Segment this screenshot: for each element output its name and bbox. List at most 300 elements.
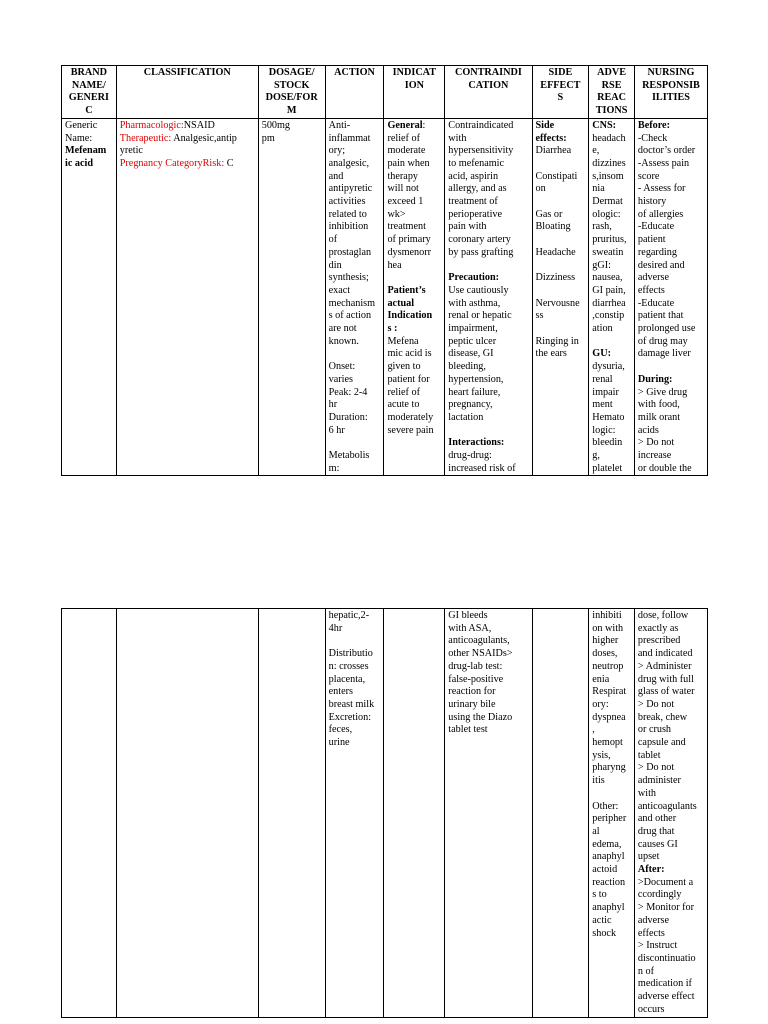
text-line: DOSAGE/	[268, 67, 315, 78]
text-line: inhibition	[328, 221, 369, 233]
text-line: ccordingly	[637, 889, 682, 901]
text-line: Constipati	[535, 170, 578, 182]
text-line	[536, 260, 586, 273]
text-line: ysis,	[592, 749, 611, 761]
text-line: STOCK	[273, 79, 310, 91]
text-line: dysuria,	[592, 361, 625, 373]
text-line: with food,	[637, 399, 680, 411]
text-line: Use cautiously	[448, 284, 509, 296]
text-line: causes GI	[637, 838, 678, 850]
text-line: > Do not	[637, 762, 675, 774]
text-line: hemopt	[592, 737, 623, 749]
general-label: General	[387, 119, 423, 131]
text-line: Bloating	[535, 221, 571, 233]
header-indication	[384, 66, 445, 119]
indication-cell-cont	[384, 609, 445, 1018]
pregnancy-label: Pregnancy CategoryRisk:	[119, 157, 225, 169]
text-line: acid, aspirin	[448, 170, 499, 182]
text-line: allergy, and as	[448, 183, 507, 195]
text-line: relief of	[387, 132, 420, 144]
header-adverse-reactions	[589, 66, 635, 119]
text-line: administer	[637, 775, 681, 787]
text-line: drug with full	[637, 673, 694, 685]
text-line: GENERI	[68, 92, 109, 104]
brand-cell	[62, 118, 117, 476]
text-line: coronary artery	[448, 234, 511, 246]
header-side-effects	[532, 66, 589, 119]
interactions-label: Interactions:	[448, 437, 505, 449]
text-line: Ringing in	[535, 335, 579, 347]
therapeutic-label: Therapeutic:	[119, 132, 172, 144]
text-line: tablet	[637, 749, 661, 761]
side-effects-cell-cont	[532, 609, 589, 1018]
text-line: Respirat	[592, 686, 627, 698]
text-line: NURSING	[647, 67, 695, 78]
text-line: Indication	[387, 310, 433, 322]
text-line: > Instruct	[637, 940, 678, 952]
text-line: shock	[592, 927, 617, 939]
text-line: -Educate	[637, 221, 675, 233]
text-line: other NSAIDs>	[448, 648, 513, 660]
adverse-reactions-cell	[589, 118, 635, 476]
text-line: anticoagulants	[637, 800, 697, 812]
text-line: patient that	[637, 310, 684, 322]
text-line: of drug may	[637, 335, 688, 347]
text-line: to mefenamic	[448, 157, 505, 169]
text-line: urine	[328, 737, 350, 749]
text-line: Distributio	[328, 648, 373, 660]
text-line: analgesic,	[328, 157, 370, 169]
text-line: s of action	[328, 310, 372, 322]
text-line: ,constip	[592, 310, 625, 322]
text-line: lactation	[448, 411, 484, 423]
text-line: wk>	[387, 208, 406, 220]
text-line: GI bleeds	[448, 610, 488, 621]
text-line: itis	[592, 775, 605, 787]
text-line: break, chew	[637, 711, 688, 723]
cns-label: CNS:	[592, 119, 617, 131]
text-line: of	[328, 234, 338, 246]
text-line: higher	[592, 635, 619, 647]
text-line: with asthma,	[448, 297, 501, 309]
text-line: dysmenorr	[387, 246, 432, 258]
text-line: DOSE/FOR	[265, 92, 318, 104]
text-line: ic acid	[65, 157, 94, 169]
text-line: by pass grafting	[448, 246, 514, 258]
text-line: moderate	[387, 145, 426, 157]
text-line: Mefena	[387, 335, 419, 347]
text-line	[592, 788, 631, 801]
header-nursing	[634, 66, 707, 119]
text-line: TIONS	[595, 105, 628, 117]
text-line: - Assess for	[637, 183, 686, 195]
text-line: prolonged use	[637, 323, 696, 335]
text-line: NAME/	[71, 79, 106, 91]
text-line: exceed 1	[387, 196, 424, 208]
text-line: Mefenam	[65, 145, 107, 157]
text-line: peptic ulcer	[448, 335, 497, 347]
text-line: regarding	[637, 246, 677, 258]
text-line: are not	[328, 323, 357, 335]
text-line: and	[328, 170, 344, 182]
text-line: pain with	[448, 221, 487, 233]
text-line: Diarrhea	[535, 145, 572, 157]
text-line	[536, 234, 586, 247]
text-line: treatment of	[448, 196, 498, 208]
nursing-cell	[634, 118, 707, 476]
text-line: mic acid is	[387, 348, 432, 360]
text-line: INDICAT	[392, 67, 437, 78]
text-line: breast milk	[328, 698, 375, 710]
text-line: hypersensitivity	[448, 145, 514, 157]
text-line: n of	[637, 965, 655, 977]
header-contraindication	[445, 66, 532, 119]
text-line: 6 hr	[328, 424, 345, 436]
text-line: EFFECT	[540, 79, 581, 91]
text-line: CONTRAINDI	[455, 67, 522, 78]
text-line: acids	[637, 424, 659, 436]
text-line: platelet	[592, 462, 623, 474]
text-line: will not	[387, 183, 419, 195]
text-line: dizzines	[592, 157, 626, 169]
content-row	[62, 118, 708, 476]
text-line: related to	[328, 208, 367, 220]
text-line: Excretion:	[328, 711, 372, 723]
gu-label: GU:	[592, 348, 611, 360]
header-row	[62, 66, 708, 119]
content-row-continued	[62, 609, 708, 1018]
text-line: > Do not	[637, 437, 675, 449]
text-line: ILITIES	[651, 92, 690, 104]
text-line: > Monitor for	[637, 902, 695, 914]
text-line: CLASSIFICATION	[143, 67, 231, 78]
text-line: medication if	[637, 978, 692, 990]
pharmacologic-label: Pharmacologic:	[119, 119, 184, 131]
text-line: ION	[404, 79, 424, 91]
header-brand	[62, 66, 117, 119]
text-line: e,	[592, 145, 600, 157]
text-line: with	[448, 132, 467, 144]
header-dosage	[258, 66, 325, 119]
text-line: actual	[387, 297, 415, 309]
text-line: RESPONSIB	[642, 79, 700, 91]
text-line: Side	[535, 119, 555, 131]
text-line: s :	[387, 323, 398, 335]
text-line: history	[637, 196, 667, 208]
text-line	[329, 635, 381, 648]
text-line: anaphyl	[592, 851, 625, 863]
text-line: Dizziness	[535, 272, 576, 284]
text-line: capsule and	[637, 737, 686, 749]
text-line: milk orant	[637, 411, 681, 423]
text-line: synthesis;	[328, 272, 369, 284]
text-line: anticoagulants,	[448, 635, 510, 647]
text-line: GI pain,	[592, 284, 626, 296]
text-line	[536, 285, 586, 298]
text-line: perioperative	[448, 208, 503, 220]
text-line	[329, 348, 381, 361]
text-line: REAC	[597, 92, 627, 104]
text-line: impairment,	[448, 323, 498, 335]
text-line: logic:	[592, 424, 616, 436]
text-line: reaction for	[448, 686, 496, 698]
text-line: score	[637, 170, 660, 182]
text-line: -Educate	[637, 297, 675, 309]
text-line: heart failure,	[448, 386, 501, 398]
text-line: acute to	[387, 399, 420, 411]
text-line: false-positive	[448, 673, 504, 685]
text-line: pain when	[387, 157, 430, 169]
after-label: After:	[637, 864, 665, 876]
text-line: n: crosses	[328, 660, 369, 672]
text-line: glass of water	[637, 686, 695, 698]
dosage-cell-cont	[258, 609, 325, 1018]
pharmacologic-value: NSAID	[183, 119, 215, 131]
text-line: 500mg	[261, 119, 291, 131]
text-line: actic	[592, 914, 612, 926]
text-line: enia	[592, 673, 610, 685]
text-line: neutrop	[592, 660, 624, 672]
text-line: >Document a	[637, 876, 694, 888]
text-line: ment	[592, 399, 613, 411]
text-line: impair	[592, 386, 619, 398]
text-line: Gas or	[535, 208, 563, 220]
classification-cell	[116, 118, 258, 476]
text-line: Other:	[592, 800, 619, 812]
side-effects-cell	[532, 118, 589, 476]
action-cell-cont	[325, 609, 384, 1018]
therapeutic-value-cont: yretic	[119, 145, 143, 157]
text-line: headach	[592, 132, 626, 144]
indication-cell	[384, 118, 445, 476]
text-line: drug that	[637, 825, 675, 837]
text-line: on with	[592, 622, 624, 634]
text-line: severe pain	[387, 424, 434, 436]
text-line: -Check	[637, 132, 668, 144]
text-line: bleeding,	[448, 361, 486, 373]
text-line: > Do not	[637, 698, 675, 710]
text-line: Patient’s	[387, 284, 426, 296]
text-line: adverse	[637, 272, 670, 284]
text-line: inflammat	[328, 132, 371, 144]
precaution-label: Precaution:	[448, 272, 500, 284]
text-line: hea	[387, 259, 402, 271]
text-line: known.	[328, 335, 359, 347]
text-line: din	[328, 259, 342, 271]
header-classification	[116, 66, 258, 119]
text-line: adverse effect	[637, 991, 695, 1003]
text-line: ory:	[592, 698, 609, 710]
text-line	[536, 196, 586, 209]
during-label: During:	[637, 373, 673, 385]
header-action	[325, 66, 384, 119]
text-line: adverse	[637, 914, 670, 926]
text-line: diarrhea	[592, 297, 626, 309]
text-line: desired and	[637, 259, 685, 271]
text-line: anaphyl	[592, 902, 625, 914]
text-line: CATION	[468, 79, 509, 91]
text-line: edema,	[592, 838, 622, 850]
text-line: doctor’s order	[637, 145, 696, 157]
text-line: mechanism	[328, 297, 376, 309]
text-line: sweatin	[592, 246, 624, 258]
text-line: BRAND	[70, 67, 107, 78]
text-line: hypertension,	[448, 373, 504, 385]
drug-study-table-page-1	[61, 65, 708, 476]
text-line: S	[557, 92, 564, 104]
text-line: drug-lab test:	[448, 660, 503, 672]
text-line: gGI:	[592, 259, 611, 271]
text-line: doses,	[592, 648, 618, 660]
text-line: ,	[592, 724, 595, 736]
text-line: on	[535, 183, 546, 195]
text-line: hepatic,2-	[328, 610, 370, 621]
text-line: ACTION	[334, 67, 375, 78]
text-line: Name:	[65, 132, 93, 144]
text-line: or crush	[637, 724, 672, 736]
before-label: Before:	[637, 119, 670, 131]
action-cell	[325, 118, 384, 476]
text-line: Headache	[535, 246, 576, 258]
text-line: g,	[592, 450, 600, 462]
text-line: ADVE	[597, 67, 627, 78]
text-line: antipyretic	[328, 183, 373, 195]
text-line: pharyng	[592, 762, 626, 774]
text-line: and indicated	[637, 648, 693, 660]
text-line: ation	[592, 323, 613, 335]
text-line: given to	[387, 361, 421, 373]
drug-study-table-page-2	[61, 608, 708, 1018]
dosage-cell	[258, 118, 325, 476]
text-line: nia	[592, 183, 605, 195]
text-line: discontinuatio	[637, 952, 696, 964]
text-line: m:	[328, 462, 340, 474]
text-line: pregnancy,	[448, 399, 493, 411]
text-line: -Assess pain	[637, 157, 690, 169]
text-line: dose, follow	[637, 610, 689, 621]
text-line: ory;	[328, 145, 346, 157]
text-line: feces,	[328, 724, 353, 736]
text-line: increased risk of	[448, 462, 516, 474]
text-line: SIDE	[548, 67, 573, 78]
text-line: Anti-	[328, 119, 351, 131]
text-line: drug-drug:	[448, 450, 492, 462]
text-line: upset	[637, 851, 660, 863]
text-line: moderately	[387, 411, 434, 423]
classification-cell-cont	[116, 609, 258, 1018]
text-line: M	[286, 105, 297, 117]
contraindication-cell-cont	[445, 609, 532, 1018]
text-line: nausea,	[592, 272, 623, 284]
contraindication-cell	[445, 118, 532, 476]
text-line: inhibiti	[592, 610, 622, 621]
text-line: ologic:	[592, 208, 621, 220]
text-line	[536, 158, 586, 171]
text-line: Hemato	[592, 411, 625, 423]
text-line: hr	[328, 399, 338, 411]
text-line: treatment	[387, 221, 426, 233]
text-line: activities	[328, 196, 366, 208]
text-line: tablet test	[448, 724, 488, 736]
text-line: with ASA,	[448, 622, 492, 634]
text-line: placenta,	[328, 673, 366, 685]
text-line: C	[85, 105, 93, 117]
adverse-reactions-cell-cont	[589, 609, 635, 1018]
text-line: actoid	[592, 864, 618, 876]
text-line: patient	[637, 234, 666, 246]
text-line: ss	[535, 310, 544, 322]
text-line: Peak: 2-4	[328, 386, 368, 398]
text-line: Metabolis	[328, 450, 370, 462]
text-line: Dermat	[592, 196, 623, 208]
text-line: occurs	[637, 1003, 665, 1015]
text-line	[329, 437, 381, 450]
text-line: pruritus,	[592, 234, 627, 246]
text-line: Onset:	[328, 361, 356, 373]
text-line: of primary	[387, 234, 431, 246]
therapeutic-value: Analgesic,antip	[171, 132, 237, 144]
text-line: > Administer	[637, 660, 692, 672]
text-line: damage liver	[637, 348, 691, 360]
text-line: with	[637, 787, 657, 799]
text-line: or double the	[637, 462, 692, 474]
text-line: renal or hepatic	[448, 310, 512, 322]
text-line: increase	[637, 450, 672, 462]
text-line: effects	[637, 284, 665, 296]
pregnancy-value: C	[224, 157, 234, 169]
text-line: renal	[592, 373, 613, 385]
text-line: Generic	[65, 119, 98, 131]
text-line: Contraindicated	[448, 119, 514, 131]
text-line: s to	[592, 889, 607, 901]
text-line: al	[592, 825, 600, 837]
text-line: patient for	[387, 373, 430, 385]
text-line: pm	[261, 132, 275, 144]
text-line: s,insom	[592, 170, 624, 182]
text-line: urinary bile	[448, 698, 496, 710]
text-line: exactly as	[637, 622, 679, 634]
text-line: prescribed	[637, 635, 681, 647]
general-text: :	[422, 119, 426, 131]
text-line: effects:	[535, 132, 567, 144]
text-line: Duration:	[328, 411, 368, 423]
text-line: relief of	[387, 386, 420, 398]
text-line: peripher	[592, 813, 627, 825]
text-line: using the Diazo	[448, 711, 513, 723]
text-line: enters	[328, 686, 353, 698]
brand-cell-cont	[62, 609, 117, 1018]
text-line: bleedin	[592, 437, 623, 449]
text-line: dyspnea	[592, 711, 626, 723]
text-line: and other	[637, 813, 677, 825]
text-line: the ears	[535, 348, 567, 360]
text-line: rash,	[592, 221, 612, 233]
text-line: > Give drug	[637, 386, 688, 398]
text-line: 4hr	[328, 622, 343, 634]
text-line	[536, 323, 586, 336]
text-line: varies	[328, 373, 353, 385]
text-line: of allergies	[637, 208, 684, 220]
text-line: disease, GI	[448, 348, 494, 360]
text-line: therapy	[387, 170, 419, 182]
nursing-cell-cont	[634, 609, 707, 1018]
text-line: prostaglan	[328, 246, 372, 258]
text-line: RSE	[601, 79, 622, 91]
text-line: exact	[328, 284, 351, 296]
text-line: effects	[637, 927, 665, 939]
text-line: Nervousne	[535, 297, 580, 309]
text-line: reaction	[592, 876, 626, 888]
